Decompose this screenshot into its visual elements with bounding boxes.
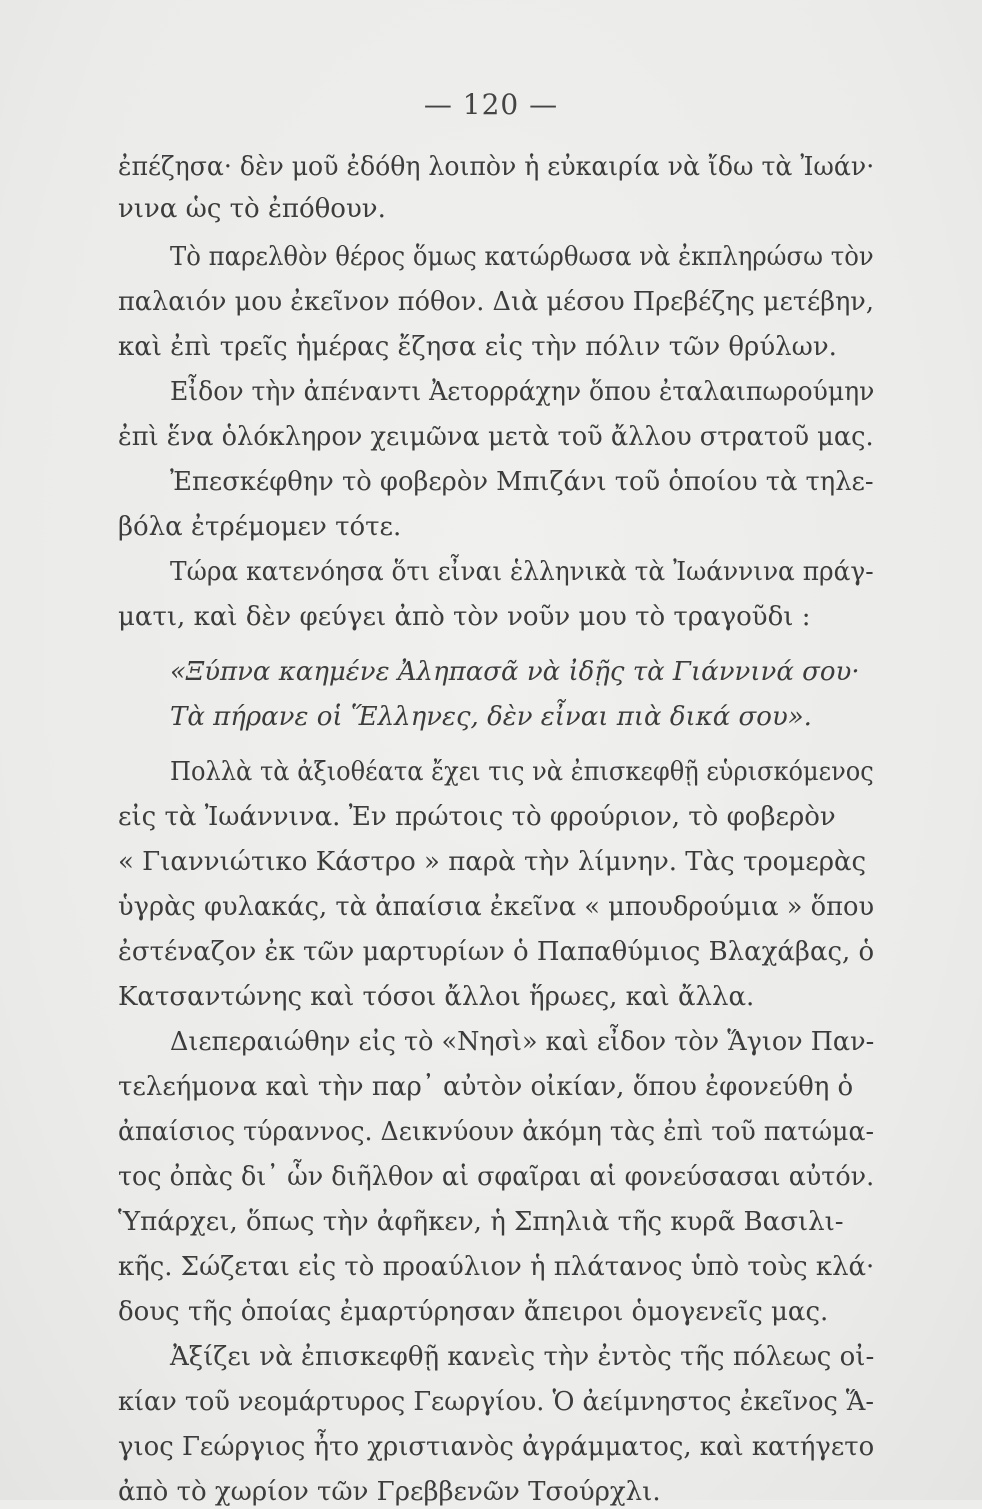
text-line: Ἐπεσκέφθην τὸ φοβερὸν Μπιζάνι τοῦ ὁποίου τὰ τηλε-	[170, 467, 874, 497]
text-line: ματι, καὶ δὲν φεύγει ἀπὸ τὸν νοῦν μου τὸ τραγοῦδι :	[118, 602, 811, 632]
text-line: παλαιόν μου ἐκεῖνον πόθον. Διὰ μέσου Πρεβέζης μετέβην,	[118, 287, 874, 317]
text-line: ἐπὶ ἕνα ὁλόκληρον χειμῶνα μετὰ τοῦ ἄλλου στρατοῦ μας.	[118, 422, 874, 452]
text-line: ὑγρὰς φυλακάς, τὰ ἀπαίσια ἐκεῖνα « μπουδρούμια » ὅπου	[118, 892, 875, 922]
text-line: βόλα ἐτρέμομεν τότε.	[118, 512, 402, 542]
text-line: κῆς. Σώζεται εἰς τὸ προαύλιον ἡ πλάτανος ὑπὸ τοὺς κλά·	[118, 1252, 875, 1282]
text-line: ἐπέζησα· δὲν μοῦ ἐδόθη λοιπὸν ἡ εὐκαιρία νὰ ἴδω τὰ Ἰωάν·	[118, 152, 875, 182]
text-line: εἰς τὰ Ἰωάννινα. Ἐν πρώτοις τὸ φρούριον, τὸ φοβερὸν	[118, 802, 836, 832]
song-verse-line: «Ξύπνα καημένε Ἀληπασᾶ νὰ ἰδῇς τὰ Γιάννινά σου·	[170, 657, 860, 687]
text-line: ἀπὸ τὸ χωρίον τῶν Γρεββενῶν Τσούρχλι.	[118, 1477, 661, 1507]
text-line: καὶ ἐπὶ τρεῖς ἡμέρας ἔζησα εἰς τὴν πόλιν τῶν θρύλων.	[118, 332, 837, 362]
text-line: δους τῆς ὁποίας ἐμαρτύρησαν ἄπειροι ὁμογενεῖς μας.	[118, 1297, 829, 1327]
text-line: κίαν τοῦ νεομάρτυρος Γεωργίου. Ὁ ἀείμνηστος ἐκεῖνος Ἅ-	[118, 1387, 875, 1417]
song-verse-line: Τὰ πήρανε οἱ Ἕλληνες, δὲν εἶναι πιὰ δικά σου».	[170, 702, 812, 732]
text-line: ἐστέναζον ἐκ τῶν μαρτυρίων ὁ Παπαθύμιος Βλαχάβας, ὁ	[118, 937, 875, 967]
text-line: γιος Γεώργιος ἦτο χριστιανὸς ἀγράμματος, καὶ κατήγετο	[118, 1432, 875, 1462]
text-line: Ἀξίζει νὰ ἐπισκεφθῇ κανεὶς τὴν ἐντὸς τῆς πόλεως οἰ-	[170, 1342, 875, 1372]
text-line: « Γιαννιώτικο Κάστρο » παρὰ τὴν λίμνην. Τὰς τρομερὰς	[118, 847, 867, 877]
text-line: Διεπεραιώθην εἰς τὸ «Νησὶ» καὶ εἶδον τὸν Ἅγιον Παν-	[170, 1027, 875, 1057]
text-line: τελεήμονα καὶ τὴν παρ᾽ αὐτὸν οἰκίαν, ὅπου ἐφονεύθη ὁ	[118, 1072, 854, 1102]
text-line: τος ὀπὰς δι᾽ ὧν διῆλθον αἱ σφαῖραι αἱ φονεύσασαι αὐτόν.	[118, 1162, 875, 1192]
text-line: ἀπαίσιος τύραννος. Δεικνύουν ἀκόμη τὰς ἐπὶ τοῦ πατώμα-	[118, 1117, 875, 1147]
text-line: Ὑπάρχει, ὅπως τὴν ἀφῆκεν, ἡ Σπηλιὰ τῆς κυρᾶ Βασιλι-	[118, 1207, 844, 1237]
text-line: Κατσαντώνης καὶ τόσοι ἄλλοι ἥρωες, καὶ ἄλλα.	[118, 982, 755, 1012]
text-line: Πολλὰ τὰ ἀξιοθέατα ἔχει τις νὰ ἐπισκεφθῇ εὑρισκόμενος	[170, 757, 874, 787]
text-line: Τώρα κατενόησα ὅτι εἶναι ἑλληνικὰ τὰ Ἰωάννινα πράγ-	[170, 557, 874, 587]
text-line: Τὸ παρελθὸν θέρος ὅμως κατώρθωσα νὰ ἐκπληρώσω τὸν	[170, 242, 874, 272]
text-line: Εἶδον τὴν ἀπέναντι Ἀετορράχην ὅπου ἐταλαιπωρούμην	[170, 377, 875, 407]
text-line: νινα ὡς τὸ ἐπόθουν.	[118, 194, 386, 224]
page-number: — 120 —	[423, 88, 559, 121]
